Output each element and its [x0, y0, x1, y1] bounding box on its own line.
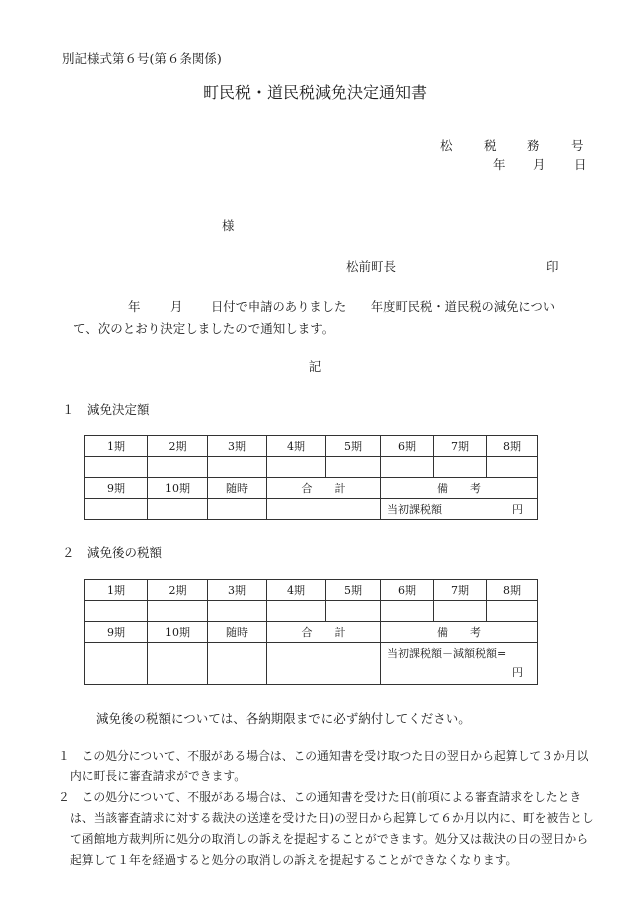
s2-period-occasional: 随時 [208, 622, 267, 643]
s2-period-7: 7期 [434, 580, 487, 601]
s2-value-cell [487, 601, 538, 622]
body-line1-rest: 日付で申請のありました 年度町民税・道民税の減免につい [211, 300, 556, 314]
s1-period-4: 4期 [267, 436, 326, 457]
s1-value-cell [208, 457, 267, 478]
section1-table [84, 435, 538, 520]
s2-period-5: 5期 [326, 580, 381, 601]
s2-value-cell [381, 601, 434, 622]
s1-total-cell [267, 499, 381, 520]
s1-value-cell [148, 457, 208, 478]
s1-remarks-cell [381, 499, 538, 520]
form-label: 別記様式第６号(第６条関係) [62, 51, 222, 66]
doc-number-prefix: 松 [440, 138, 453, 153]
s2-value-cell [85, 643, 148, 685]
doc-number-affairs: 務 [527, 138, 540, 153]
s2-period-9: 9期 [85, 622, 148, 643]
document-title: 町民税・道民税減免決定通知書 [202, 83, 427, 102]
notice-2-line-2: は、当該審査請求に対する裁決の送達を受けた日)の翌日から起算して６か月以内に、町を被告とし [70, 811, 594, 825]
s2-period-4: 4期 [267, 580, 326, 601]
s2-note-unit: 円 [512, 666, 523, 679]
s1-value-cell [208, 499, 267, 520]
s1-value-cell [487, 457, 538, 478]
s1-value-cell [326, 457, 381, 478]
s2-remarks-header: 備 考 [381, 622, 538, 643]
issuer-name: 松前町長 [346, 259, 397, 274]
body-line2: て、次のとおり決定しましたので通知します。 [73, 321, 335, 336]
s1-value-cell [434, 457, 487, 478]
s1-value-cell [85, 457, 148, 478]
s2-period-1: 1期 [85, 580, 148, 601]
s2-remarks-cell [381, 643, 538, 685]
s2-value-cell [148, 643, 208, 685]
notice-2-line-3: て函館地方裁判所に処分の取消しの訴えを提起することができます。処分又は裁決の日の翌日から [70, 832, 589, 846]
section2-table [84, 579, 538, 685]
doc-number-tax: 税 [484, 138, 497, 153]
s2-value-cell [208, 601, 267, 622]
s1-note-unit: 円 [512, 502, 523, 516]
notice-1-line-1: １ この処分について、不服がある場合は、この通知書を受け取つた日の翌日から起算して３か月以 [58, 749, 589, 763]
s2-period-2: 2期 [148, 580, 208, 601]
s1-remarks-header: 備 考 [381, 478, 538, 499]
date-month: 月 [533, 157, 546, 172]
s1-period-3: 3期 [208, 436, 267, 457]
body-month: 月 [170, 299, 183, 314]
seal-mark: 印 [546, 259, 559, 274]
s2-period-10: 10期 [148, 622, 208, 643]
addressee-honorific: 様 [222, 218, 235, 233]
s2-value-cell [208, 643, 267, 685]
doc-number-suffix: 号 [571, 138, 584, 153]
s1-period-8: 8期 [487, 436, 538, 457]
payment-reminder: 減免後の税額については、各納期限までに必ず納付してください。 [96, 711, 471, 726]
body-year: 年 [128, 299, 141, 314]
s1-value-cell [381, 457, 434, 478]
s1-period-7: 7期 [434, 436, 487, 457]
s2-value-cell [85, 601, 148, 622]
section1-heading: １ 減免決定額 [62, 402, 150, 417]
s1-value-cell [148, 499, 208, 520]
s1-period-10: 10期 [148, 478, 208, 499]
s2-value-cell [326, 601, 381, 622]
s1-period-9: 9期 [85, 478, 148, 499]
s1-period-5: 5期 [326, 436, 381, 457]
s1-total-header: 合 計 [267, 478, 381, 499]
s1-value-cell [267, 457, 326, 478]
s2-value-cell [267, 601, 326, 622]
s2-note-label: 当初課税額－減額税額= [387, 647, 507, 660]
section2-heading: ２ 減免後の税額 [62, 545, 163, 560]
s2-period-3: 3期 [208, 580, 267, 601]
date-year: 年 [493, 157, 506, 172]
s1-period-occasional: 随時 [208, 478, 267, 499]
ki-marker: 記 [308, 359, 322, 374]
notice-1-line-2: 内に町長に審査請求ができます。 [70, 769, 247, 783]
s2-total-header: 合 計 [267, 622, 381, 643]
s2-period-8: 8期 [487, 580, 538, 601]
notice-2-line-4: 起算して１年を経過すると処分の取消しの訴えを提起することができなくなります。 [70, 853, 518, 867]
s1-note-label: 当初課税額 [387, 502, 442, 516]
s1-period-2: 2期 [148, 436, 208, 457]
s2-period-6: 6期 [381, 580, 434, 601]
date-day: 日 [574, 157, 587, 172]
s2-value-cell [434, 601, 487, 622]
s1-period-1: 1期 [85, 436, 148, 457]
s2-total-cell [267, 643, 381, 685]
s2-value-cell [148, 601, 208, 622]
s1-period-6: 6期 [381, 436, 434, 457]
notice-2-line-1: ２ この処分について、不服がある場合は、この通知書を受けた日(前項による審査請求をしたとき [58, 790, 582, 804]
s1-value-cell [85, 499, 148, 520]
